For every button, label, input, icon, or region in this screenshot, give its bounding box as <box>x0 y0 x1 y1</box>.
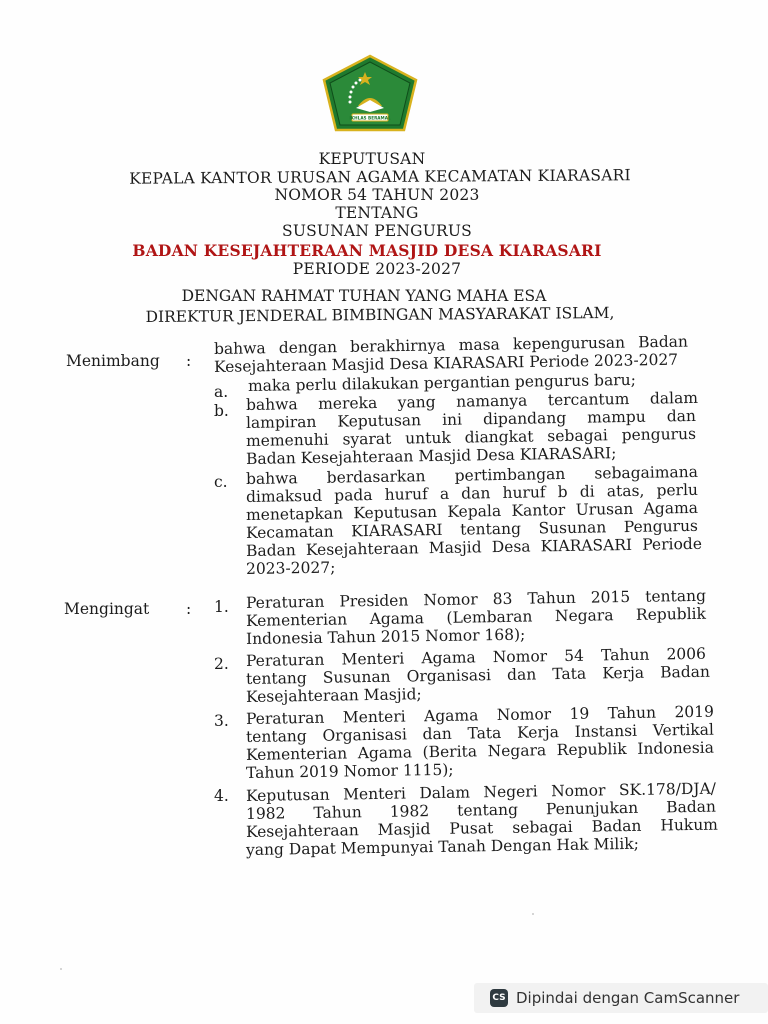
menimbang-item-c-line-2: dimaksud pada huruf a dan huruf b di atas, perlu <box>245 480 699 506</box>
preamble <box>100 287 680 325</box>
scan-speck <box>60 968 62 970</box>
preamble-line-1: DENGAN RAHMAT TUHAN YANG MAHA ESA <box>181 287 547 305</box>
mengingat-item-1-line-1: Peraturan Presiden Nomor 83 Tahun 2015 tentang <box>245 586 707 612</box>
mengingat-item-3-line-2: tentang Organisasi dan Tata Kerja Instansi Vertikal <box>245 720 715 746</box>
logo-motto: IKHLAS BERAMAL <box>349 115 391 121</box>
mengingat-item-1-marker: 1. <box>214 598 229 616</box>
mengingat-item-2-marker: 2. <box>214 655 229 673</box>
mengingat-item-4-line-1: Keputusan Menteri Dalam Negeri Nomor SK.178/DJA/ <box>245 779 717 805</box>
header-title: KEPUTUSAN <box>318 150 426 168</box>
mengingat-colon: : <box>186 600 192 618</box>
menimbang-intro-line-1: bahwa dengan berakhirnya masa kepengurusan Badan <box>213 332 689 358</box>
mengingat-item-4-line-4: yang Dapat Mempunyai Tanah Dengan Hak Milik; <box>245 834 640 859</box>
menimbang-item-c-line-1: bahwa berdasarkan pertimbangan sebagaimana <box>245 462 699 488</box>
mengingat-item-3-marker: 3. <box>214 712 229 730</box>
menimbang-item-b-marker: b. <box>214 402 229 420</box>
menimbang-intro-line-2: Kesejahteraan Masjid Desa KIARASARI Periode 2023-2027 <box>213 350 679 376</box>
menimbang-item-c-marker: c. <box>214 473 228 491</box>
header-organization: BADAN KESEJAHTERAAN MASJID DESA KIARASARI <box>132 241 602 260</box>
mengingat-item-2-line-3: Kesejahteraan Masjid; <box>245 685 422 706</box>
preamble-line-2: DIREKTUR JENDERAL BIMBINGAN MASYARAKAT ISLAM, <box>145 303 615 327</box>
document-header <box>100 150 660 278</box>
menimbang-item-c-line-6: 2023-2027; <box>245 558 336 578</box>
mengingat-item-4-marker: 4. <box>214 787 229 805</box>
scan-speck <box>532 913 534 915</box>
mengingat-label: Mengingat <box>64 600 150 618</box>
mengingat-item-1-line-2: Kementerian Agama (Lembaran Negara Republik <box>245 604 707 630</box>
menimbang-colon: : <box>186 352 192 370</box>
menimbang-label: Menimbang <box>66 352 160 370</box>
camscanner-text: Dipindai dengan CamScanner <box>516 989 740 1007</box>
mengingat-item-3-line-4: Tahun 2019 Nomor 1115); <box>245 760 454 782</box>
camscanner-logo-icon: CS <box>490 989 508 1007</box>
mengingat-item-4-line-3: Kesejahteraan Masjid Pusat sebagai Badan Hukum <box>245 815 719 841</box>
header-period: PERIODE 2023-2027 <box>292 260 462 278</box>
header-number: NOMOR 54 TAHUN 2023 <box>274 186 480 204</box>
menimbang-item-b-line-4: Badan Kesejahteraan Masjid Desa KIARASARI; <box>245 444 617 468</box>
camscanner-watermark <box>474 983 768 1013</box>
menimbang-item-c-line-3: menetapkan Keputusan Kepala Kantor Urusan Agama <box>245 498 699 524</box>
mengingat-item-2-line-2: tentang Susunan Organisasi dan Tata Kerja Badan <box>245 662 711 688</box>
mengingat-item-1-line-3: Indonesia Tahun 2015 Nomor 168); <box>245 625 526 648</box>
mengingat-item-3-line-3: Kementerian Agama (Berita Negara Republik Indonesia <box>245 738 715 764</box>
menimbang-item-b-line-1: bahwa mereka yang namanya tercantum dalam <box>245 388 699 414</box>
header-issuer: KEPALA KANTOR URUSAN AGAMA KECAMATAN KIARASARI <box>129 166 631 188</box>
header-about: TENTANG <box>335 204 419 222</box>
menimbang-item-b-line-2: lampiran Keputusan ini dipandang mampu dan <box>245 406 697 432</box>
mengingat-item-2-line-1: Peraturan Menteri Agama Nomor 54 Tahun 2006 <box>245 644 707 670</box>
mengingat-item-3-line-1: Peraturan Menteri Agama Nomor 19 Tahun 2019 <box>245 702 715 728</box>
menimbang-item-a-marker: a. <box>214 383 229 401</box>
menimbang-item-a-line-1: maka perlu dilakukan pergantian pengurus baru; <box>247 370 636 395</box>
header-subject: SUSUNAN PENGURUS <box>282 222 472 240</box>
menimbang-item-c-line-5: Badan Kesejahteraan Masjid Desa KIARASARI Periode <box>245 534 703 560</box>
ministry-logo-icon <box>320 54 420 134</box>
mengingat-item-4-line-2: 1982 Tahun 1982 tentang Penunjukan Badan <box>245 797 717 823</box>
menimbang-item-c-line-4: Kecamatan KIARASARI tentang Susunan Pengurus <box>245 516 699 542</box>
menimbang-item-b-line-3: memenuhi syarat untuk diangkat sebagai pengurus <box>245 424 697 450</box>
